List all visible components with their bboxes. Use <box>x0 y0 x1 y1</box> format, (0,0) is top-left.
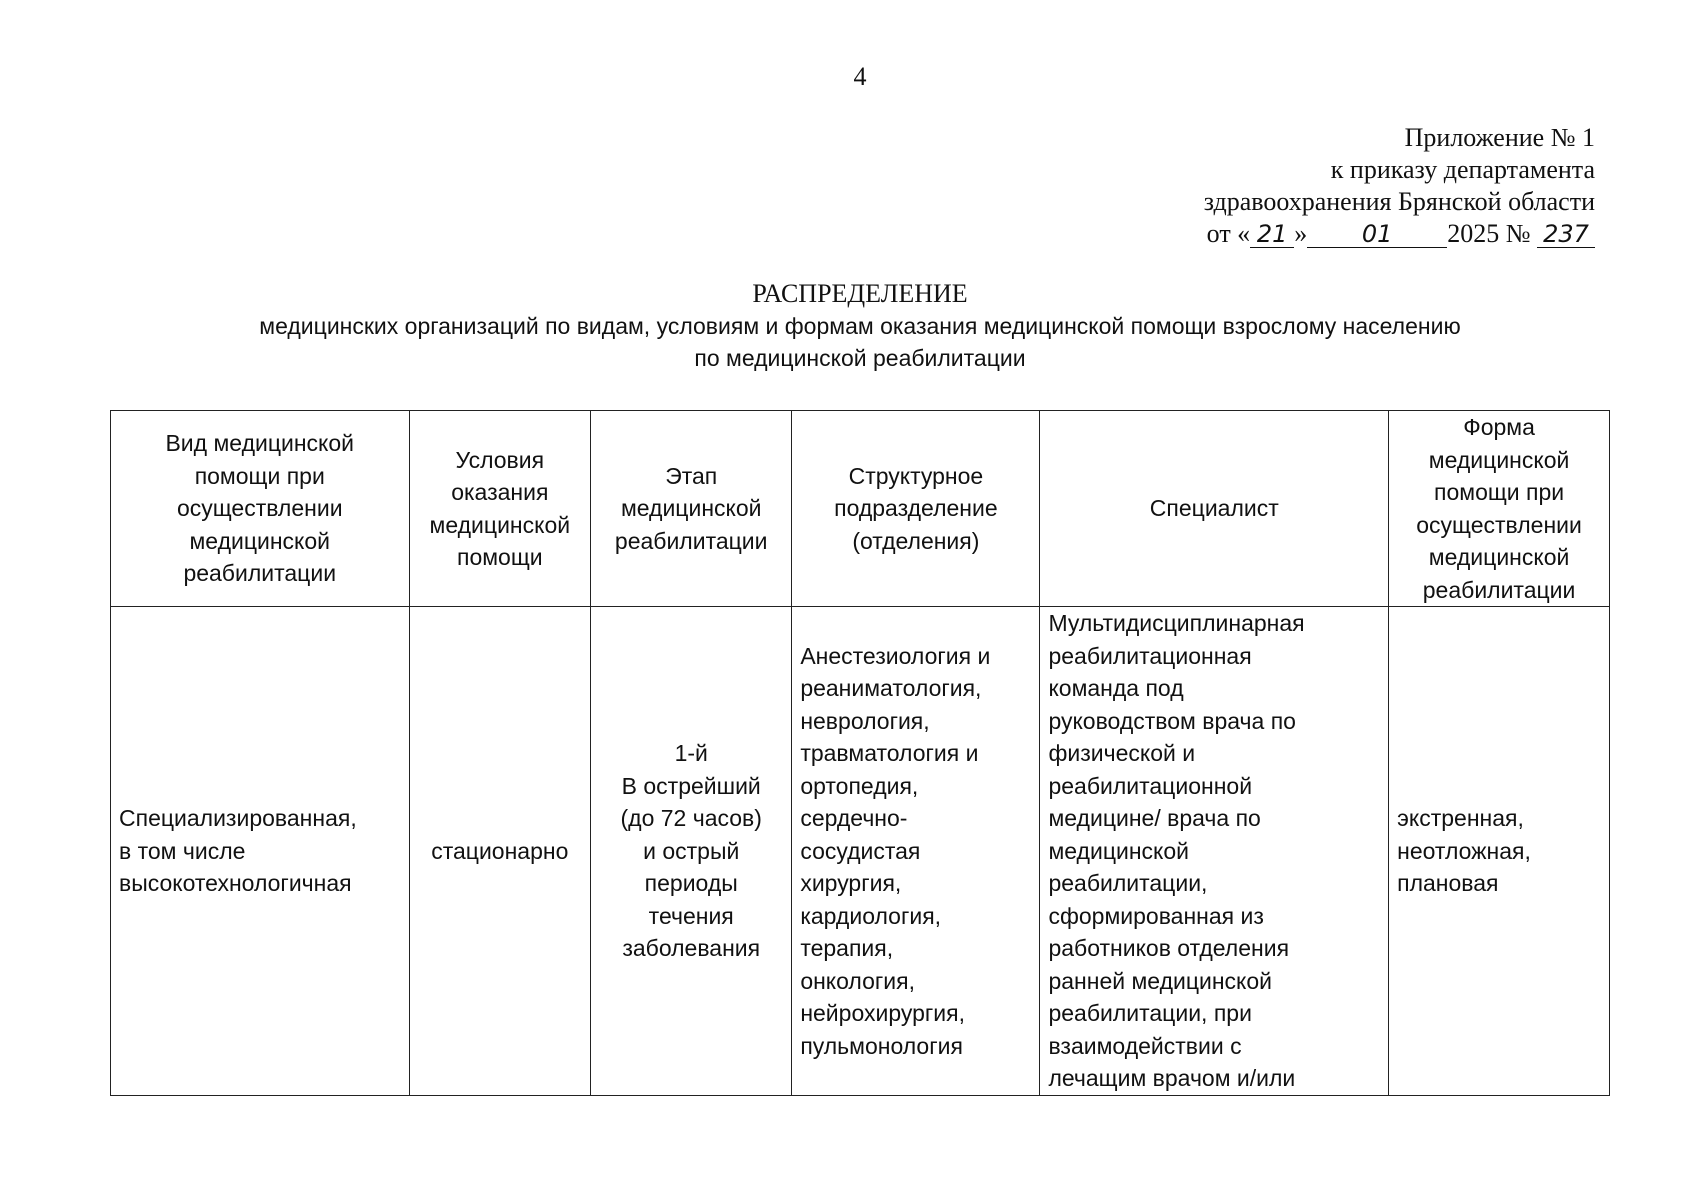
title-heading: РАСПРЕДЕЛЕНИЕ <box>752 279 968 308</box>
table-row <box>111 607 1610 1096</box>
page-number: 4 <box>853 62 867 91</box>
header-specialist: Специалист <box>1040 411 1389 607</box>
appendix-line-3: здравоохранения Брянской области <box>1203 187 1595 216</box>
date-prefix: от « <box>1206 219 1251 248</box>
cell-specialist: Мультидисциплинарная реабилитационная команда под руководством врача по физической и реабилитационной медицине/ врача по медицинской реабилитации, сформированная из работников отделения ранней медицинской реабилитации, при взаимодействии с лечащим врачом и/или <box>1040 607 1389 1096</box>
title-subtitle-1: медицинских организаций по видам, условиям и формам оказания медицинской помощи взрослому населению <box>259 313 1461 339</box>
cell-conditions: стационарно <box>409 607 591 1096</box>
table-header-row <box>111 411 1610 607</box>
appendix-block <box>1204 122 1595 250</box>
header-department: Структурное подразделение (отделения) <box>792 411 1040 607</box>
header-stage: Этап медицинской реабилитации <box>591 411 792 607</box>
date-day-handwritten: 21 <box>1250 221 1294 248</box>
appendix-line-2: к приказу департамента <box>1330 155 1595 184</box>
date-year: 2025 № <box>1447 219 1531 248</box>
cell-stage: 1-й В острейший (до 72 часов) и острый периоды течения заболевания <box>591 607 792 1096</box>
header-conditions: Условия оказания медицинской помощи <box>409 411 591 607</box>
date-month-handwritten: 01 <box>1307 221 1447 248</box>
date-mid: » <box>1294 219 1308 248</box>
appendix-date-line <box>1204 218 1595 250</box>
distribution-table <box>110 410 1610 1096</box>
title-subtitle-2: по медицинской реабилитации <box>694 345 1026 371</box>
cell-type: Специализированная, в том числе высокотехнологичная <box>111 607 410 1096</box>
header-type: Вид медицинской помощи при осуществлении медицинской реабилитации <box>111 411 410 607</box>
header-form: Форма медицинской помощи при осуществлении медицинской реабилитации <box>1389 411 1610 607</box>
cell-form: экстренная, неотложная, плановая <box>1389 607 1610 1096</box>
appendix-line-1: Приложение № 1 <box>1404 123 1595 152</box>
document-title <box>0 278 1691 374</box>
cell-department: Анестезиология и реаниматология, неврология, травматология и ортопедия, сердечно- сосудистая хирургия, кардиология, терапия, онкология, нейрохирургия, пульмонология <box>792 607 1040 1096</box>
order-number-handwritten: 237 <box>1537 221 1595 248</box>
